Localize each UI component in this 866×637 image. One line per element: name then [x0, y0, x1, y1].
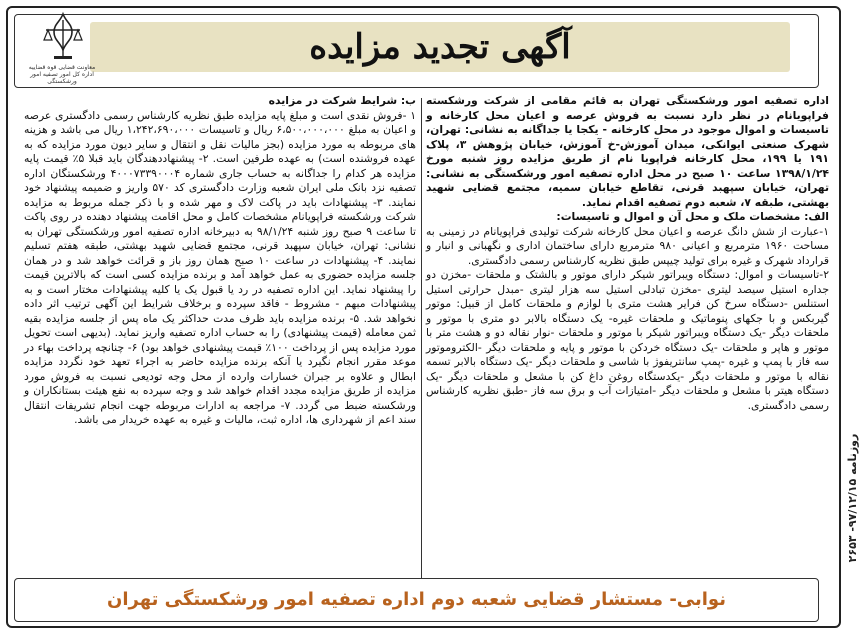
left-column: [24, 94, 416, 574]
section-a-heading: الف: مشخصات ملک و محل آن و اموال و تاسیسات:: [556, 210, 829, 223]
intro-paragraph: اداره تصفیه امور ورشکستگی تهران به قائم مقامی از شرکت ورشکسته فراپویانام در نظر دارد نسبت به فروش عرصه و اعیان محل کارخانه و تاسیسات و اموال موجود در محل کارخانه - یکجا یا جداگانه به نشانی: تهران، شهرک صنعتی ایوانکی، میدان آموزش-خ آموزش، خیابان پژوهش ۳، پلاک ۱۹۱ یا ۱۹۹، محل کارخانه فراپویا نام از طریق مزایده روز شنبه مورخ ۱۳۹۸/۱/۲۴ ساعت ۱۰ صبح در محل اداره تصفیه امور ورشکستگی به نشانی: تهران، خیابان سپهبد قرنی، تقاطع خیابان سمیه، مجتمع قضایی شهید بهشتی، طبقه ۷، شعبه دوم تصفیه اقدام نماید.: [426, 94, 830, 209]
side-reference-text: روزنامه ۹۷/۱۲/۱۵- ۲۶۵۳: [846, 433, 859, 563]
signature-line: نوابی- مستشار قضایی شعبه دوم اداره تصفیه امور ورشکستگی تهران: [107, 589, 726, 610]
column-divider: [421, 98, 422, 578]
right-column: [426, 94, 829, 574]
notice-title: آگهی تجدید مزایده: [309, 27, 571, 67]
conditions-paragraph: ۱ -فروش نقدی است و مبلغ پایه مزایده طبق نظریه کارشناس رسمی دادگستری عرصه و اعیان به مبلغ ۶،۵۰۰،۰۰۰،۰۰۰ ریال و تاسیسات ۱،۲۴۲،۶۹۰،۰۰۰ ریال می باشد و هزینه های مربوطه به مورد مزایده (بجز مالیات نقل و انتقال و سایر دیون مورد مزایده که به عهده فروشنده است) به عهده طرفین است. ۲- پیشنهاددهندگان باید قبلا ۵٪ قیمت پایه مزایده هر کدام را جداگانه به حساب جاری شماره ۴۰۰۰۷۳۳۹۰۰۰۴ ورشکستگان اداره تصفیه نزد بانک ملی ایران شعبه وزارت دادگستری کد ۵۷۰ واریز و ضمیمه پیشنهاد خود نمایند. ۳- پیشنهادات باید در پاکت لاک و مهر شده و با ذکر جمله مربوط به مزایده شرکت ورشکسته فراپویانام مشخصات کامل و محل اقامت پیشنهاد دهنده در روی پاکت تا ساعت ۹ صبح روز شنبه ۹۸/۱/۲۴ به دبیرخانه اداره تصفیه امور ورشکستگی تهران به نشانی: تهران، خیابان سپهبد قرنی، مجتمع قضایی شهید بهشتی، طبقه هفتم تسلیم نمایند. ۴- پیشنهادات در ساعت ۱۰ صبح همان روز باز و قرائت خواهد شد و در همان جلسه مزایده حضوری به عمل خواهد آمد و برنده مزایده کسی است که بالاترین قیمت را پیشنهاد نماید. این اداره تصفیه در رد یا قبول یک یا کلیه پیشنهادات مختار است و به پیشنهادات مبهم - مشروط - فاقد سپرده و برخلاف شرایط این آگهی ترتیب اثر داده نخواهد شد. ۵- برنده مزایده باید ظرف مدت حداکثر یک ماه پس از جلسه مزایده بقیه ثمن معامله (قیمت پیشنهادی) را به حساب اداره تصفیه واریز نماید. (بدیهی است تحویل مورد مزایده پس از پرداخت ۱۰۰٪ قیمت پیشنهادی خواهد بود) ۶- چنانچه پرداخت بهاء در موعد مقرر انجام نگیرد یا آنکه برنده مزایده حاضر به اجراء تعهد خود نگردد مزایده ابطال و علاوه بر جبران خسارات وارده از محل وجه تودیعی نسبت به فروش مورد مزایده از طریق مزایده مجدد اقدام خواهد شد و وجه سپرده به نفع هیئت بستانکاران و ورشکسته ضبط می گردد. ۷- مراجعه به ادارات مربوطه جهت انجام تشریفات انتقال سند اعم از شهرداری ها، اداره ثبت، مالیات و غیره به عهده خریدار می باشد.: [24, 108, 417, 426]
emblem-caption: معاونت قضایی قوه قضاییه اداره کل امور تصفیه امور ورشکستگی: [28, 64, 96, 85]
section-b-heading: ب: شرایط شرکت در مزایده: [268, 94, 416, 107]
item-2-paragraph: ۲-تاسیسات و اموال: دستگاه ویبراتور شیکر دارای موتور و بالشتک و ملحقات -مخزن دو جداره استیل سیصد لیتری -مخزن تبادلی استیل سه هزار لیتری -مبدل حرارتی استیل استنلس -دستگاه سرخ کن فرایر هشت متری با لوازم و ملحقات کامل از قبیل: موتور گیربکس و با جکهای پنوماتیک و ملحقات غیره- یک دستگاه بالابر دو متری با موتور و ملحقات دیگر -یک دستگاه ویبراتور شیکر با موتور و ملحقات -نوار نقاله دو و هشت متر با موتور و هاپر و ملحقات -یک دستگاه خردکن با موتور و پایه و ملحقات دیگر -الکتروموتور سه فاز با پمپ و غیره -پمپ سانتریفوژ با شاسی و ملحقات دیگر -یک دستگاه بالابر تسمه نقاله با موتور و ملحقات دیگر -یکدستگاه روغن داغ کن با مشعل و ملحقات دیگر -یک دستگاه هیتر با مشعل و ملحقات دیگر -امتیازات آب و برق سه فاز -طبق نظریه کارشناس رسمی دادگستری.: [426, 268, 829, 412]
side-reference: [846, 380, 862, 620]
item-1-paragraph: ۱-عبارت از شش دانگ عرصه و اعیان محل کارخانه شرکت تولیدی فراپویانام در زمینی به مساحت ۱۹۶۰ مترمربع و اعیانی ۹۸۰ مترمربع دارای ساختمان اداری و نگهبانی و انبار و قرارداد شهرک و غیره برای تولید چیپس طبق نظریه کارشناس رسمی دادگستری.: [426, 224, 829, 267]
judiciary-emblem-icon: [40, 10, 86, 62]
